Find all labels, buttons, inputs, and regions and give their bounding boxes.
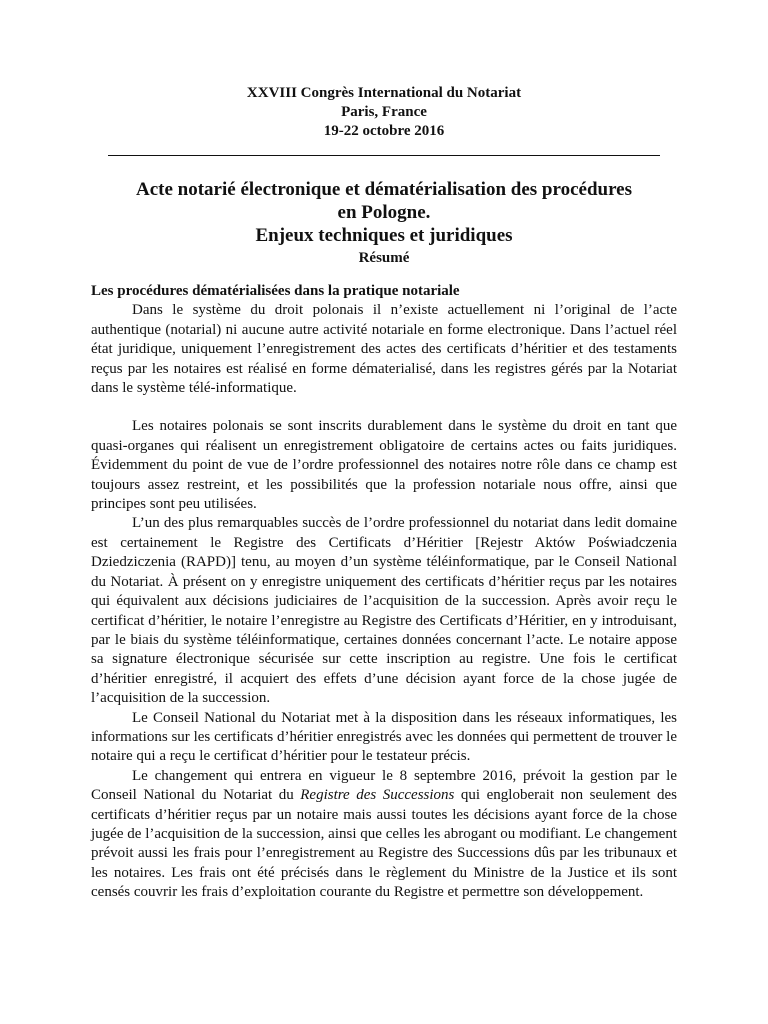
paragraph-5 bbox=[91, 767, 677, 903]
paragraph-5-part-a: Le changement qui entrera en vigueur le 8 septembre 2016, prévoit la gestion par le Conseil National du Notariat du bbox=[91, 767, 677, 804]
title-line-3: Enjeux techniques et juridiques bbox=[255, 225, 513, 246]
conference-dates: 19-22 octobre 2016 bbox=[323, 123, 445, 139]
title-line-1: Acte notarié électronique et dématérialisation des procédures bbox=[135, 179, 632, 200]
registre-des-successions-italic: Registre des Successions bbox=[300, 787, 455, 804]
section-heading: Les procédures dématérialisées dans la pratique notariale bbox=[91, 283, 460, 299]
conference-location: Paris, France bbox=[341, 104, 427, 120]
resume-label: Résumé bbox=[358, 250, 410, 266]
title-line-2: en Pologne. bbox=[337, 202, 431, 223]
document-body bbox=[91, 282, 677, 903]
paragraph-2: Les notaires polonais se sont inscrits durablement dans le système du droit en tant que quasi-organes qui réalisent un enregistrement obligatoire de certains actes ou faits juridiques. Évidemment du point de vue de l’ordre professionnel des notaires notre rôle dans ce champ est toujours assez restreint, et les possibilités que la profession notariale nous offre, ainsi que principes sont peu utilisées. bbox=[91, 418, 677, 513]
paragraph-5-part-b: qui engloberait non seulement des certificats d’héritier reçus par un notaire mais aussi toutes les décisions ayant force de la chose jugée de l’acquisition de la succession, ainsi que celles les abrogant ou modifiant. Le changement prévoit aussi les frais pour l’enregistrement au Registre des Successions dûs par les tribunaux et les notaires. Les frais ont été précisés dans le règlement du Ministre de la Justice et ils sont censés couvrir les frais d’exploitation courante du Registre et permettre son développement. bbox=[91, 787, 677, 901]
header-divider bbox=[108, 155, 660, 156]
paragraph-3: L’un des plus remarquables succès de l’ordre professionnel du notariat dans ledit domaine est certainement le Registre des Certificats d’Héritier [Rejestr Aktów Poświadczenia Dziedziczenia (RAPD)] tenu, au moyen d’un système téléinformatique, par le Conseil National du Notariat. À présent on y enregistre uniquement des certificats d’héritier reçus par les notaires qui équivalent aux décisions judiciaires de l’acquisition de la succession. Après avoir reçu le certificat d’héritier, le notaire l’enregistre au Registre des Certificats d’Héritier, en y introduisant, par le biais du système téléinformatique, certaines données concernant l’acte. Le notaire appose sa signature électronique sécurisée sur cette inscription au registre. Une fois le certificat d’héritier enregistré, il acquiert des effets d’une décision ayant force de la chose jugée de l’acquisition de la succession. bbox=[91, 515, 677, 707]
paragraph-1: Dans le système du droit polonais il n’existe actuellement ni l’original de l’acte authentique (notarial) ni aucune autre activité notariale en forme electronique. Dans l’actuel réel état juridique, uniquement l’enregistrement des actes des certificats d’héritier et des testaments reçus par les notaires est réalisé en forme dématerialisé, dans les registres gérés par la Notariat dans le système télé-informatique. bbox=[91, 302, 677, 397]
document-title bbox=[0, 178, 768, 269]
conference-name: XXVIII Congrès International du Notariat bbox=[246, 85, 522, 101]
conference-header bbox=[0, 84, 768, 141]
paragraph-4: Le Conseil National du Notariat met à la disposition dans les réseaux informatiques, les informations sur les certificats d’héritier enregistrés avec les données qui permettent de trouver le notaire qui a reçu le certificat d’héritier pour le testateur précis. bbox=[91, 709, 677, 765]
